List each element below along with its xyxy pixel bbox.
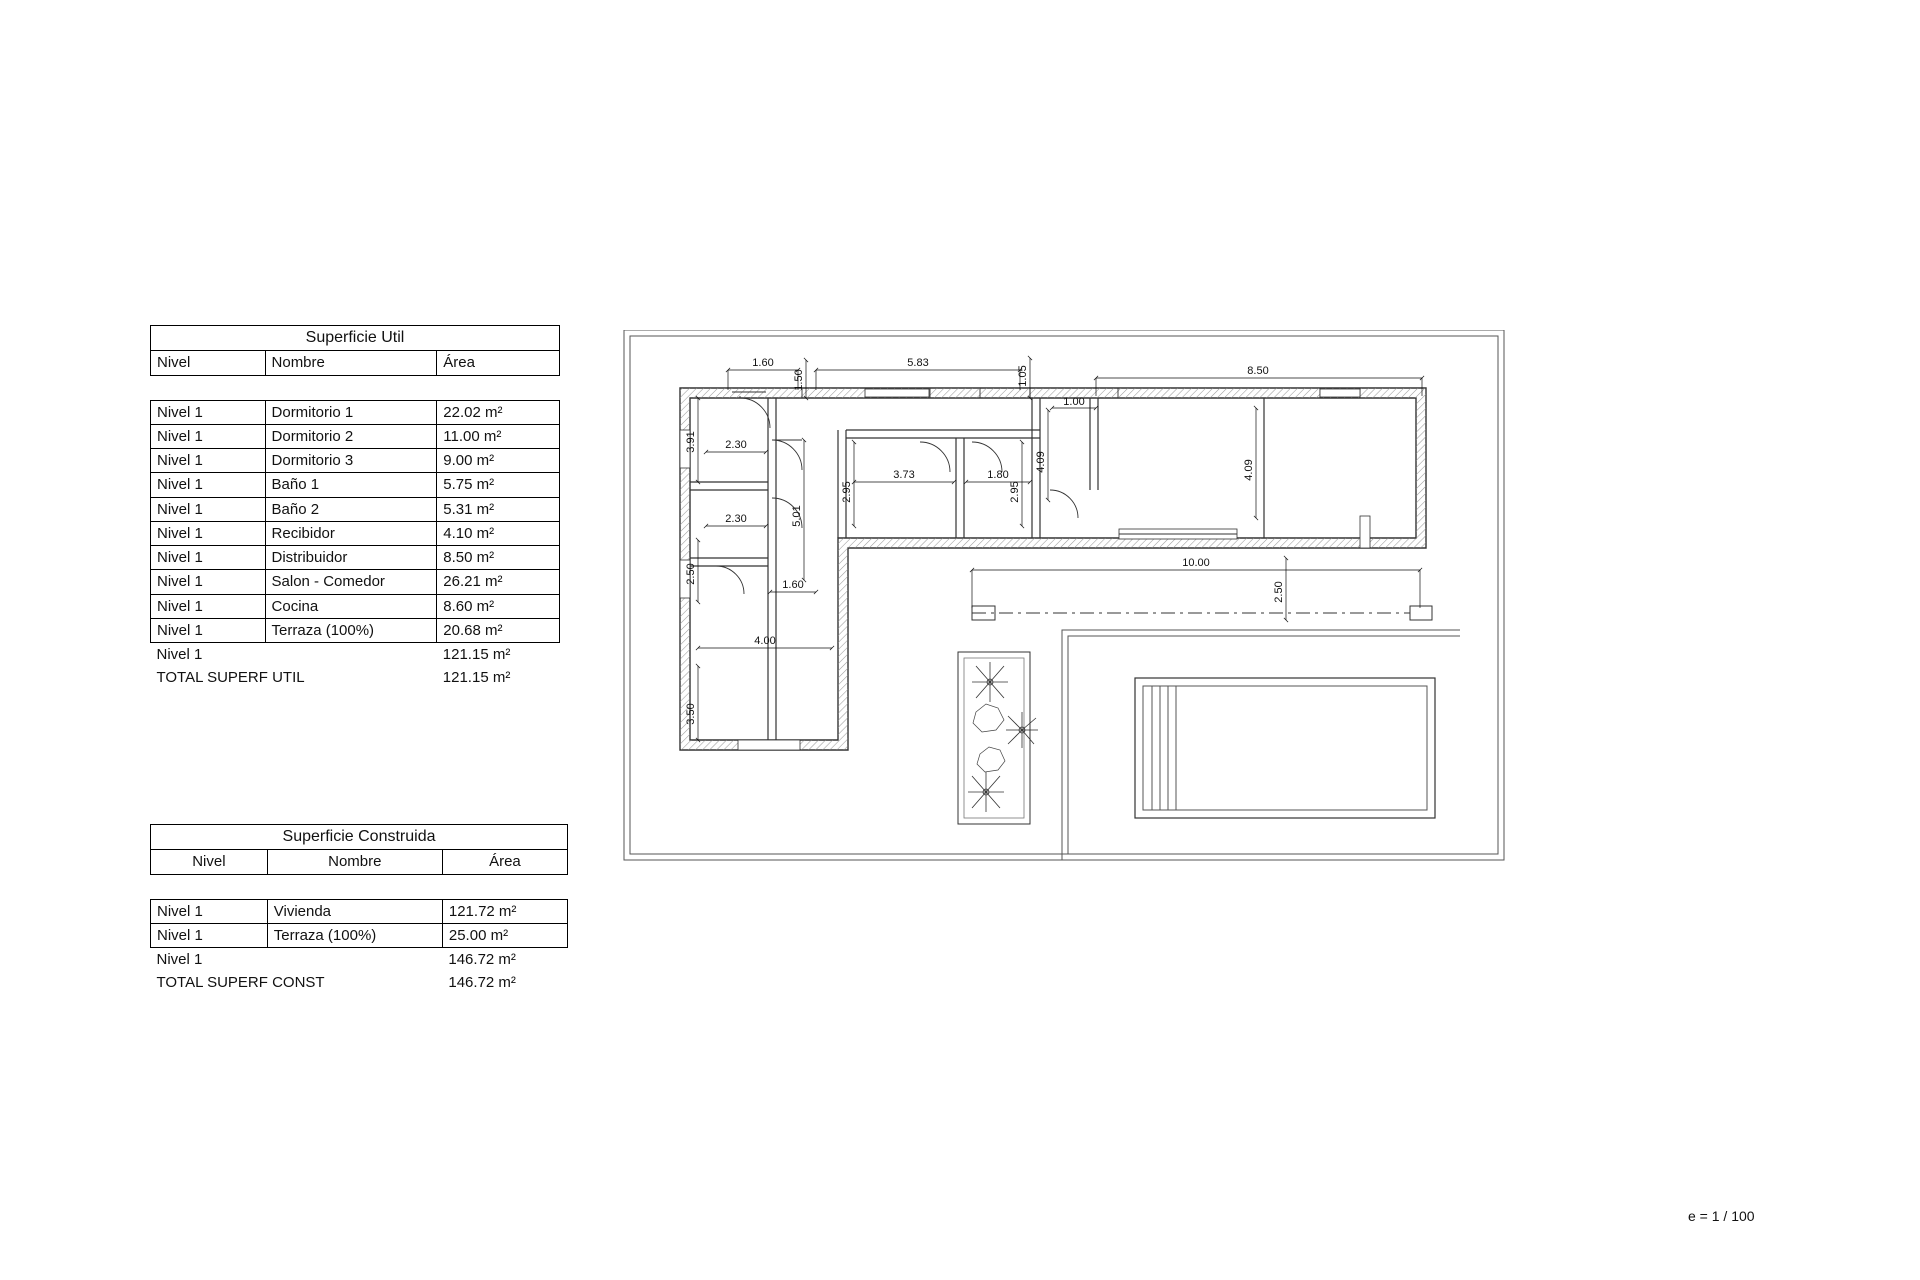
table-subtotal-row bbox=[151, 643, 560, 667]
table-row bbox=[151, 424, 560, 448]
table-row bbox=[151, 449, 560, 473]
table-title: Superficie Util bbox=[151, 326, 560, 351]
dim-2-50-b: 2.50 bbox=[1273, 581, 1285, 603]
dim-1-60-low: 1.60 bbox=[782, 579, 804, 591]
door-symbols bbox=[716, 392, 1078, 594]
terrace-outline bbox=[972, 606, 1432, 620]
cell-area: 5.31 m² bbox=[437, 497, 560, 521]
plot-boundary bbox=[624, 330, 1504, 860]
table-title: Superficie Construida bbox=[151, 825, 568, 850]
total-label: TOTAL SUPERF CONST bbox=[156, 974, 325, 992]
interior-partitions bbox=[690, 398, 1264, 740]
table-row bbox=[151, 473, 560, 497]
surface-construida-grid bbox=[150, 824, 568, 995]
floor-plan-svg bbox=[620, 330, 1780, 930]
cell-nivel: Nivel 1 bbox=[151, 899, 268, 923]
cell-nombre: Cocina bbox=[265, 594, 437, 618]
dim-3-73: 3.73 bbox=[893, 469, 915, 481]
cell-nombre: Dormitorio 2 bbox=[265, 424, 437, 448]
cell-nombre: Vivienda bbox=[267, 899, 442, 923]
cell-nivel: Nivel 1 bbox=[151, 424, 266, 448]
column-header-nivel: Nivel bbox=[151, 850, 268, 874]
cell-area: 4.10 m² bbox=[437, 521, 560, 545]
total-area: 146.72 m² bbox=[448, 974, 516, 992]
cell-nombre: Terraza (100%) bbox=[265, 618, 437, 642]
dim-5-01: 5.01 bbox=[791, 505, 803, 527]
table-total-row bbox=[151, 971, 568, 994]
dim-2-95-right: 2.95 bbox=[1009, 481, 1021, 503]
table-row bbox=[151, 923, 568, 947]
cell-nivel: Nivel 1 bbox=[151, 473, 266, 497]
floor-plan-drawing bbox=[620, 330, 1780, 935]
cell-area: 11.00 m² bbox=[437, 424, 560, 448]
dim-2-50-a: 2.50 bbox=[685, 563, 697, 585]
subtotal-area: 146.72 m² bbox=[448, 951, 516, 969]
cell-area: 26.21 m² bbox=[437, 570, 560, 594]
dim-8-50: 8.50 bbox=[1247, 365, 1269, 377]
dim-3-91: 3.91 bbox=[685, 431, 697, 453]
cell-area: 22.02 m² bbox=[437, 400, 560, 424]
house-walls bbox=[680, 388, 1426, 750]
column-header-area: Área bbox=[442, 850, 567, 874]
superficie-util-table bbox=[150, 325, 560, 690]
pool-steps bbox=[1152, 686, 1176, 810]
plant-icon bbox=[972, 662, 1008, 702]
table-row bbox=[151, 400, 560, 424]
cell-nivel: Nivel 1 bbox=[151, 400, 266, 424]
dim-1-00: 1.00 bbox=[1063, 396, 1085, 408]
cell-nombre: Baño 2 bbox=[265, 497, 437, 521]
shrub-icon bbox=[973, 704, 1005, 772]
table-header-row bbox=[151, 850, 568, 874]
cell-nivel: Nivel 1 bbox=[151, 594, 266, 618]
table-total-row bbox=[151, 666, 560, 689]
surface-util-grid bbox=[150, 325, 560, 690]
cell-area: 25.00 m² bbox=[442, 923, 567, 947]
dim-3-50: 3.50 bbox=[685, 703, 697, 725]
table-row bbox=[151, 546, 560, 570]
total-label: TOTAL SUPERF UTIL bbox=[156, 669, 305, 687]
dim-2-30-b: 2.30 bbox=[725, 513, 747, 525]
total-area: 121.15 m² bbox=[442, 669, 511, 687]
cell-area: 9.00 m² bbox=[437, 449, 560, 473]
cell-nivel: Nivel 1 bbox=[151, 618, 266, 642]
column-header-nombre: Nombre bbox=[267, 850, 442, 874]
subtotal-nivel: Nivel 1 bbox=[156, 951, 203, 969]
dim-4-00: 4.00 bbox=[754, 635, 776, 647]
cell-nombre: Terraza (100%) bbox=[267, 923, 442, 947]
cell-nivel: Nivel 1 bbox=[151, 923, 268, 947]
subtotal-nivel: Nivel 1 bbox=[156, 646, 203, 664]
dim-10-00: 10.00 bbox=[1182, 557, 1210, 569]
cell-nivel: Nivel 1 bbox=[151, 521, 266, 545]
garden-planter bbox=[958, 652, 1038, 824]
table-title-row bbox=[151, 825, 568, 850]
dim-5-83: 5.83 bbox=[907, 357, 929, 369]
cell-nombre: Baño 1 bbox=[265, 473, 437, 497]
cell-nivel: Nivel 1 bbox=[151, 546, 266, 570]
superficie-construida-table bbox=[150, 824, 568, 995]
table-spacer bbox=[151, 375, 560, 400]
column-header-area: Área bbox=[437, 351, 560, 375]
cell-area: 8.50 m² bbox=[437, 546, 560, 570]
dim-2-30-a: 2.30 bbox=[725, 439, 747, 451]
dim-1-80: 1.80 bbox=[987, 469, 1009, 481]
table-row bbox=[151, 594, 560, 618]
table-row bbox=[151, 570, 560, 594]
dim-2-95-left: 2.95 bbox=[841, 481, 853, 503]
table-row bbox=[151, 899, 568, 923]
dim-4-09-a: 4.09 bbox=[1035, 451, 1047, 473]
table-subtotal-row bbox=[151, 948, 568, 972]
subtotal-blank bbox=[267, 948, 442, 972]
plant-icon bbox=[968, 772, 1004, 812]
table-row bbox=[151, 521, 560, 545]
cell-area: 20.68 m² bbox=[437, 618, 560, 642]
cell-nombre: Dormitorio 3 bbox=[265, 449, 437, 473]
subtotal-area: 121.15 m² bbox=[442, 646, 511, 664]
dim-1-05: 1.05 bbox=[1017, 365, 1029, 387]
cell-nivel: Nivel 1 bbox=[151, 497, 266, 521]
table-row bbox=[151, 497, 560, 521]
plant-icon bbox=[1006, 712, 1038, 748]
cell-nombre: Recibidor bbox=[265, 521, 437, 545]
cell-area: 8.60 m² bbox=[437, 594, 560, 618]
column-header-nombre: Nombre bbox=[265, 351, 437, 375]
swimming-pool bbox=[1135, 678, 1435, 818]
table-row bbox=[151, 618, 560, 642]
cell-nivel: Nivel 1 bbox=[151, 570, 266, 594]
cell-nombre: Dormitorio 1 bbox=[265, 400, 437, 424]
table-header-row bbox=[151, 351, 560, 375]
dim-1-50: 1.50 bbox=[793, 369, 805, 391]
scale-note: e = 1 / 100 bbox=[1688, 1208, 1755, 1224]
cell-area: 5.75 m² bbox=[437, 473, 560, 497]
column-header-nivel: Nivel bbox=[151, 351, 266, 375]
table-spacer bbox=[151, 874, 568, 899]
dim-4-09-b: 4.09 bbox=[1243, 459, 1255, 481]
cell-nombre: Distribuidor bbox=[265, 546, 437, 570]
dim-1-60-top: 1.60 bbox=[752, 357, 774, 369]
subtotal-blank bbox=[265, 643, 437, 667]
cell-area: 121.72 m² bbox=[442, 899, 567, 923]
dimension-lines bbox=[698, 358, 1422, 740]
table-title-row bbox=[151, 326, 560, 351]
cell-nombre: Salon - Comedor bbox=[265, 570, 437, 594]
cell-nivel: Nivel 1 bbox=[151, 449, 266, 473]
